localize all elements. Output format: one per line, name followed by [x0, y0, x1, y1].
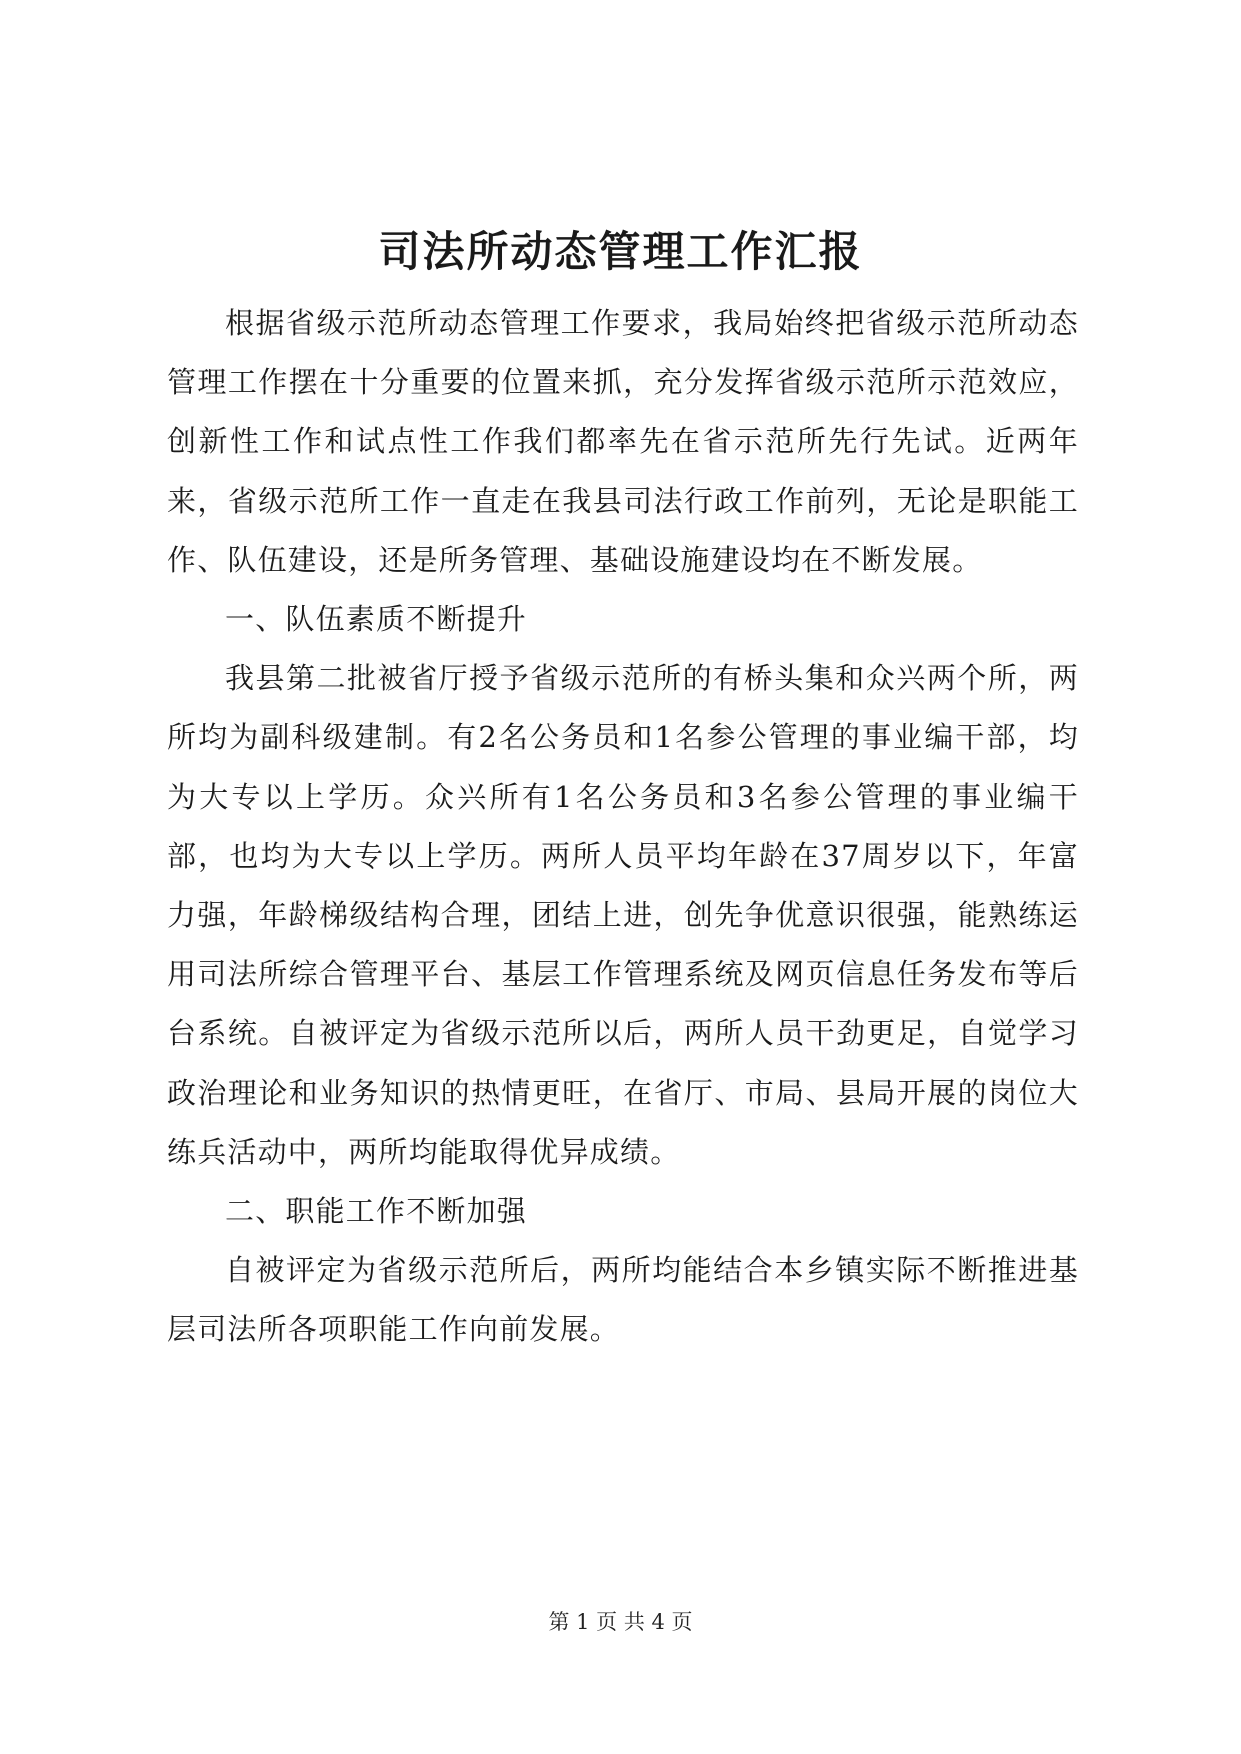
- section-heading-2: 二、职能工作不断加强: [225, 1194, 528, 1229]
- intro-paragraph: 根据省级示范所动态管理工作要求，我局始终把省级示范所动态管理工作摆在十分重要的位置来抓，充分发挥省级示范所示范效应，创新性工作和试点性工作我们都率先在省示范所先行先试。近两年来，省级示范所工作一直走在我县司法行政工作前列，无论是职能工作、队伍建设，还是所务管理、基础设施建设均在不断发展。: [167, 306, 1079, 577]
- document-title: 司法所动态管理工作汇报: [378, 227, 863, 276]
- section-1-paragraph: 我县第二批被省厅授予省级示范所的有桥头集和众兴两个所，两所均为副科级建制。有2名公务员和1名参公管理的事业编干部，均为大专以上学历。众兴所有1名公务员和3名参公管理的事业编干部，也均为大专以上学历。两所人员平均年龄在37周岁以下，年富力强，年龄梯级结构合理，团结上进，创先争优意识很强，能熟练运用司法所综合管理平台、基层工作管理系统及网页信息任务发布等后台系统。自被评定为省级示范所以后，两所人员干劲更足，自觉学习政治理论和业务知识的热情更旺，在省厅、市局、县局开展的岗位大练兵活动中，两所均能取得优异成绩。: [167, 661, 1079, 1169]
- section-heading-1: 一、队伍素质不断提升: [225, 602, 528, 637]
- section-2-paragraph: 自被评定为省级示范所后，两所均能结合本乡镇实际不断推进基层司法所各项职能工作向前发展。: [167, 1253, 1079, 1347]
- page-number-footer: 第 1 页 共 4 页: [548, 1610, 693, 1634]
- document-body: [167, 294, 1079, 1360]
